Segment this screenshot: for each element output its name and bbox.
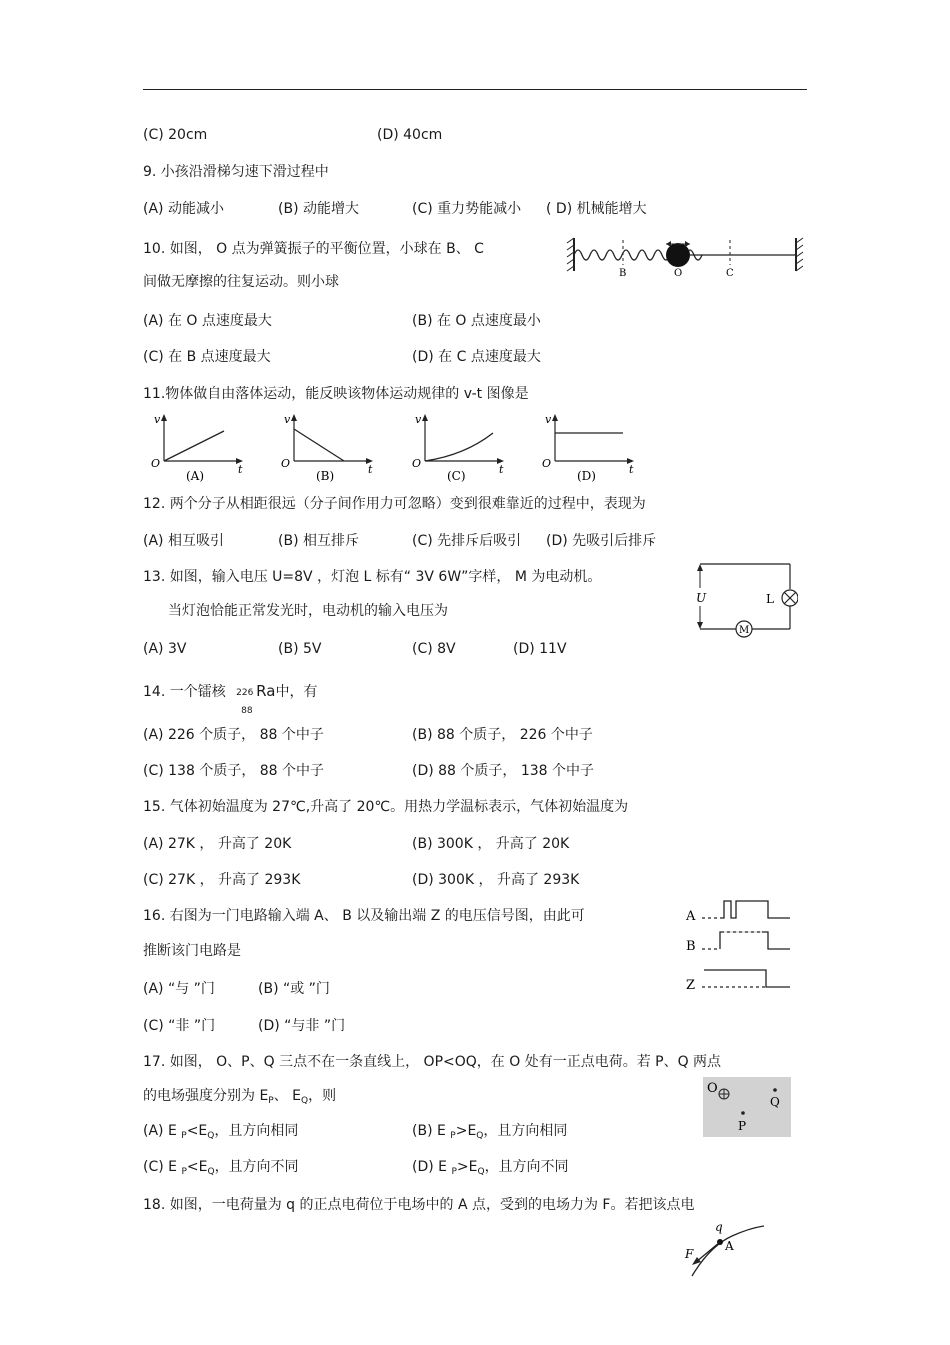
q9-option-b: (B) 动能增大 bbox=[278, 201, 359, 217]
label-l: L bbox=[766, 592, 774, 606]
q14-option-b: (B) 88 个质子， 226 个中子 bbox=[412, 727, 593, 743]
label-f: F bbox=[685, 1247, 694, 1261]
graph-label: (D) bbox=[577, 469, 596, 483]
vt-graph-d bbox=[541, 411, 641, 483]
q14-option-c: (C) 138 个质子， 88 个中子 bbox=[143, 763, 325, 779]
label-a: A bbox=[725, 1239, 734, 1253]
circuit-figure bbox=[686, 558, 798, 642]
axis-t-label: t bbox=[368, 463, 373, 476]
q10-option-c: (C) 在 B 点速度最大 bbox=[143, 349, 271, 365]
q16-option-c: (C) “非 ”门 bbox=[143, 1018, 216, 1034]
field-line-figure bbox=[680, 1218, 770, 1280]
atomic-number: 88 bbox=[241, 706, 253, 716]
q13-option-d: (D) 11V bbox=[513, 641, 567, 657]
q10-stem-line1: 10. 如图， O 点为弹簧振子的平衡位置，小球在 B、 C bbox=[143, 241, 484, 257]
signal-a-label: A bbox=[686, 909, 696, 924]
q9-option-d: ( D) 机械能增大 bbox=[546, 201, 647, 217]
q10-option-b: (B) 在 O 点速度最小 bbox=[412, 313, 541, 329]
origin-label: O bbox=[412, 457, 422, 470]
vt-curve bbox=[294, 429, 344, 461]
label-q: q bbox=[715, 1220, 723, 1234]
header-rule bbox=[143, 89, 807, 90]
q17-stem-line1: 17. 如图， O、P、Q 三点不在一条直线上， OP<OQ，在 O 处有一正点电荷。若 P、Q 两点 bbox=[143, 1054, 722, 1070]
element-symbol: Ra bbox=[256, 682, 276, 700]
q14-option-a: (A) 226 个质子， 88 个中子 bbox=[143, 727, 324, 743]
q16-option-a: (A) “与 ”门 bbox=[143, 981, 215, 997]
q10-option-a: (A) 在 O 点速度最大 bbox=[143, 313, 272, 329]
q13-option-a: (A) 3V bbox=[143, 641, 187, 657]
q9-stem: 9. 小孩沿滑梯匀速下滑过程中 bbox=[143, 164, 329, 180]
q15-option-c: (C) 27K ， 升高了 293K bbox=[143, 872, 301, 888]
q14-stem-post: 中，有 bbox=[275, 684, 318, 700]
origin-label: O bbox=[151, 457, 161, 470]
q14-stem-pre: 14. 一个镭核 bbox=[143, 684, 226, 700]
graph-label: (C) bbox=[447, 469, 466, 483]
vt-curve bbox=[425, 433, 493, 461]
spring-oscillator-figure bbox=[566, 235, 810, 279]
axis-v-label: v bbox=[545, 413, 552, 426]
q8-option-c: (C) 20cm bbox=[143, 127, 208, 143]
q15-option-a: (A) 27K ， 升高了 20K bbox=[143, 836, 292, 852]
axis-t-label: t bbox=[499, 463, 504, 476]
q13-stem-line1: 13. 如图，输入电压 U=8V ，灯泡 L 标有“ 3V 6W”字样， M 为电动机。 bbox=[143, 569, 602, 585]
q12-option-c: (C) 先排斥后吸引 bbox=[412, 533, 522, 549]
q15-option-b: (B) 300K ， 升高了 20K bbox=[412, 836, 570, 852]
q14-stem bbox=[143, 682, 318, 716]
q10-stem-line2: 间做无摩擦的往复运动。则小球 bbox=[143, 274, 339, 290]
q15-stem: 15. 气体初始温度为 27℃,升高了 20℃。用热力学温标表示，气体初始温度为 bbox=[143, 799, 629, 815]
q13-option-b: (B) 5V bbox=[278, 641, 322, 657]
q10-option-d: (D) 在 C 点速度最大 bbox=[412, 349, 541, 365]
axis-v-label: v bbox=[284, 413, 291, 426]
q15-option-d: (D) 300K ， 升高了 293K bbox=[412, 872, 580, 888]
label-b: B bbox=[619, 268, 627, 279]
label-c: C bbox=[726, 268, 734, 279]
q14-option-d: (D) 88 个质子， 138 个中子 bbox=[412, 763, 595, 779]
label-o: O bbox=[674, 268, 683, 279]
q16-stem-line2: 推断该门电路是 bbox=[143, 943, 241, 959]
q9-option-c: (C) 重力势能减小 bbox=[412, 201, 522, 217]
q17-stem-line2: 的电场强度分别为 $E_P$、 $E_Q$，则 bbox=[143, 1088, 337, 1106]
label-u: U bbox=[696, 591, 707, 605]
graph-label: (B) bbox=[316, 469, 335, 483]
q11-stem: 11.物体做自由落体运动，能反映该物体运动规律的 v-t 图像是 bbox=[143, 386, 529, 402]
q12-option-b: (B) 相互排斥 bbox=[278, 533, 359, 549]
q12-option-d: (D) 先吸引后排斥 bbox=[546, 533, 657, 549]
q17-option-b: (B) E $_P>E_Q$，且方向相同 bbox=[412, 1123, 568, 1141]
signal-b-label: B bbox=[686, 939, 696, 954]
axis-t-label: t bbox=[629, 463, 634, 476]
q8-option-d: (D) 40cm bbox=[377, 127, 443, 143]
q13-option-c: (C) 8V bbox=[412, 641, 456, 657]
label-o: O bbox=[707, 1081, 718, 1096]
q16-stem-line1: 16. 右图为一门电路输入端 A、 B 以及输出端 Z 的电压信号图，由此可 bbox=[143, 908, 585, 924]
q17-option-d: (D) E $_P>E_Q$，且方向不同 bbox=[412, 1159, 569, 1177]
axis-v-label: v bbox=[415, 413, 422, 426]
q9-option-a: (A) 动能减小 bbox=[143, 201, 224, 217]
label-p: P bbox=[738, 1119, 747, 1133]
q17-option-a: (A) E $_P<E_Q$，且方向相同 bbox=[143, 1123, 299, 1141]
origin-label: O bbox=[542, 457, 552, 470]
label-m: M bbox=[739, 625, 750, 636]
axis-t-label: t bbox=[238, 463, 243, 476]
q16-option-d: (D) “与非 ”门 bbox=[258, 1018, 346, 1034]
vt-graph-b bbox=[280, 411, 380, 483]
point-charge-figure bbox=[703, 1077, 791, 1137]
axis-v-label: v bbox=[154, 413, 161, 426]
signal-z-label: Z bbox=[686, 978, 696, 993]
q13-stem-line2: 当灯泡恰能正常发光时，电动机的输入电压为 bbox=[168, 603, 448, 619]
vt-curve bbox=[164, 431, 224, 461]
q17-option-c: (C) E $_P<E_Q$，且方向不同 bbox=[143, 1159, 299, 1177]
q18-stem: 18. 如图，一电荷量为 q 的正点电荷位于电场中的 A 点，受到的电场力为 F。若把该点电 bbox=[143, 1197, 695, 1213]
logic-signal-figure bbox=[684, 896, 796, 996]
graph-label: (A) bbox=[186, 469, 205, 483]
vt-graph-a bbox=[150, 411, 250, 483]
label-q: Q bbox=[770, 1095, 780, 1109]
q12-option-a: (A) 相互吸引 bbox=[143, 533, 224, 549]
q16-option-b: (B) “或 ”门 bbox=[258, 981, 330, 997]
vt-graph-c bbox=[411, 411, 511, 483]
origin-label: O bbox=[281, 457, 291, 470]
mass-number: 226 bbox=[236, 688, 254, 698]
q12-stem: 12. 两个分子从相距很远（分子间作用力可忽略）变到很难靠近的过程中，表现为 bbox=[143, 496, 646, 512]
